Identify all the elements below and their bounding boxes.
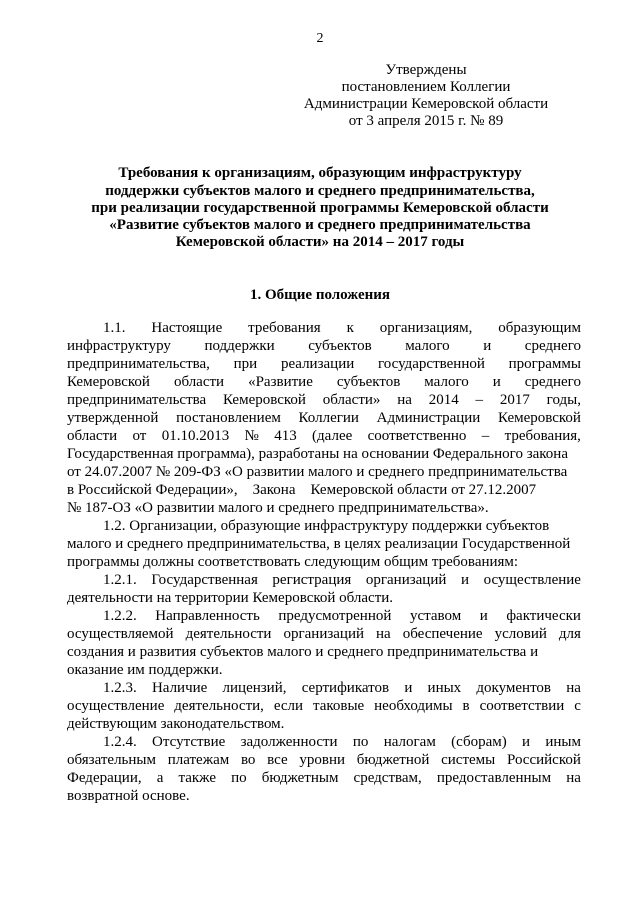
approval-line: от 3 апреля 2015 г. № 89	[348, 113, 504, 129]
title-line: Кемеровской области» на 2014 – 2017 годы	[175, 234, 465, 250]
body-word: 1.2.3.	[103, 680, 137, 696]
body-word: на	[376, 626, 391, 642]
section-title: 1. Общие положения	[249, 287, 391, 303]
body-word: также	[178, 770, 216, 786]
body-line	[103, 572, 581, 589]
body-word: во	[240, 752, 256, 768]
body-line: от 24.07.2007 № 209-ФЗ «О развитии малого и среднего предпринимательства	[67, 464, 568, 480]
body-word: организациям,	[379, 320, 473, 336]
body-line: 1.2. Организации, образующие инфраструктуру поддержки субъектов	[103, 518, 550, 534]
body-word: Настоящие	[151, 320, 223, 336]
body-word: таковые	[312, 698, 365, 714]
body-line	[103, 734, 581, 751]
body-word: если	[273, 698, 304, 714]
body-line	[67, 338, 581, 355]
body-line	[67, 698, 581, 715]
body-word: Кемеровской	[498, 410, 581, 426]
body-word: малого	[424, 374, 469, 390]
body-word: регистрация	[272, 572, 352, 588]
body-word: задолженности	[240, 734, 338, 750]
body-word: 01.10.2013	[161, 428, 230, 444]
body-word: лицензий,	[222, 680, 287, 696]
approval-line: Администрации Кемеровской области	[303, 96, 549, 112]
body-word: (далее	[312, 428, 353, 444]
body-line	[67, 392, 581, 409]
body-word: малого	[405, 338, 450, 354]
body-word: области	[67, 428, 118, 444]
body-word: иным	[545, 734, 581, 750]
body-word: деятельности	[185, 626, 272, 642]
approval-line: Утверждены	[385, 62, 467, 78]
body-word: Государственная	[151, 572, 258, 588]
body-word: сертификатов	[301, 680, 390, 696]
body-word: с	[574, 698, 581, 714]
title-line: при реализации государственной программы Кемеровской области	[91, 200, 549, 216]
body-word: среднего	[524, 338, 581, 354]
body-line: деятельности на территории Кемеровской области.	[67, 590, 394, 606]
body-word: области	[173, 374, 225, 390]
body-word: системы	[441, 752, 496, 768]
body-word: Направленность	[155, 608, 260, 624]
body-line	[67, 356, 581, 373]
body-word: субъектов	[308, 338, 372, 354]
body-word: иных	[427, 680, 462, 696]
body-line: малого и среднего предпринимательства, в целях реализации Государственной	[67, 536, 571, 552]
body-word: 2017	[499, 392, 530, 408]
body-line: в Российской Федерации», Закона Кемеровской области от 27.12.2007	[67, 482, 537, 498]
body-word: деятельности,	[174, 698, 264, 714]
body-word: платежам	[167, 752, 230, 768]
body-word: на	[566, 770, 581, 786]
body-line: возвратной основе.	[67, 788, 190, 804]
body-word: от	[132, 428, 147, 444]
body-line: Государственная программа), разработаны на основании Федерального закона	[67, 446, 568, 462]
body-word: постановлением	[176, 410, 281, 426]
body-line: № 187-ОЗ «О развитии малого и среднего предпринимательства».	[67, 500, 489, 516]
body-word: образующим	[498, 320, 581, 336]
body-word: области»	[322, 392, 381, 408]
body-word: Федерации,	[67, 770, 142, 786]
body-line	[103, 680, 581, 697]
body-word: «Развитие	[248, 374, 313, 390]
body-line	[103, 608, 581, 625]
body-word: утвержденной	[67, 410, 159, 426]
body-line	[67, 626, 581, 643]
body-word: условий	[494, 626, 547, 642]
body-word: годы,	[546, 392, 581, 408]
body-line: создания и развития субъектов малого и среднего предпринимательства и	[67, 644, 539, 660]
body-word: и	[404, 680, 413, 696]
body-word: субъектов	[336, 374, 401, 390]
body-word: соответствии	[479, 698, 565, 714]
body-word: уровни	[299, 752, 346, 768]
body-line: действующим законодательством.	[67, 716, 285, 732]
body-word: Администрации	[376, 410, 481, 426]
body-word: для	[558, 626, 581, 642]
body-word: средствам,	[353, 770, 422, 786]
title-line: «Развитие субъектов малого и среднего предпринимательства	[109, 217, 531, 233]
body-word: Наличие	[151, 680, 208, 696]
body-word: (сборам)	[451, 734, 507, 750]
approval-line: постановлением Коллегии	[341, 79, 511, 95]
body-word: предусмотренной	[278, 608, 392, 624]
body-line	[67, 410, 581, 427]
body-word: 413	[274, 428, 297, 444]
body-word: предпринимательства	[67, 392, 207, 408]
body-word: государственной	[377, 356, 485, 372]
body-word: Кемеровской	[223, 392, 306, 408]
body-line	[67, 428, 581, 445]
body-line	[67, 770, 581, 787]
body-word: требования,	[504, 428, 581, 444]
title-line: поддержки субъектов малого и среднего предпринимательства,	[105, 183, 535, 199]
body-word: и	[460, 572, 469, 588]
page-number: 2	[316, 31, 324, 46]
body-word: по	[352, 734, 369, 750]
body-word: и	[483, 338, 492, 354]
body-word: необходимы	[374, 698, 453, 714]
body-word: программы	[508, 356, 581, 372]
body-line: оказание им поддержки.	[67, 662, 223, 678]
body-word: осуществляемой	[67, 626, 174, 642]
body-word: 1.2.2.	[103, 608, 137, 624]
body-word: в	[462, 698, 470, 714]
body-word: предпринимательства,	[67, 356, 210, 372]
body-word: 1.1.	[103, 320, 126, 336]
body-word: –	[481, 428, 490, 444]
body-word: к	[346, 320, 354, 336]
body-word: поддержки	[204, 338, 275, 354]
body-word: фактически	[506, 608, 581, 624]
body-word: и	[492, 374, 501, 390]
body-word: на	[397, 392, 412, 408]
body-word: реализации	[280, 356, 355, 372]
body-word: Кемеровской	[67, 374, 150, 390]
body-line: программы должны соответствовать следующим общим требованиям:	[67, 554, 519, 570]
body-word: на	[566, 680, 581, 696]
body-word: среднего	[524, 374, 581, 390]
body-word: обязательным	[67, 752, 156, 768]
body-word: а	[156, 770, 164, 786]
body-word: Отсутствие	[152, 734, 226, 750]
body-word: организаций	[365, 572, 447, 588]
body-word: обеспечение	[402, 626, 483, 642]
body-word: по	[231, 770, 247, 786]
body-line	[67, 374, 581, 391]
body-word: 1.2.1.	[103, 572, 137, 588]
body-word: налогам	[383, 734, 436, 750]
body-word: инфраструктуру	[67, 338, 171, 354]
body-word: Коллегии	[298, 410, 359, 426]
body-word: №	[244, 428, 259, 444]
body-word: уставом	[409, 608, 462, 624]
body-word: требования	[248, 320, 321, 336]
body-line	[67, 752, 581, 769]
body-word: Российской	[506, 752, 581, 768]
body-word: документов	[476, 680, 552, 696]
body-word: осуществление	[67, 698, 165, 714]
body-word: –	[475, 392, 484, 408]
body-word: предоставленным	[436, 770, 552, 786]
title-line: Требования к организациям, образующим инфраструктуру	[118, 165, 522, 181]
body-word: 2014	[428, 392, 459, 408]
body-word: 1.2.4.	[103, 734, 137, 750]
body-word: бюджетным	[261, 770, 339, 786]
body-word: бюджетной	[356, 752, 430, 768]
body-word: соответственно	[367, 428, 467, 444]
body-word: при	[233, 356, 258, 372]
body-word: и	[522, 734, 531, 750]
body-word: организаций	[283, 626, 365, 642]
body-word: осуществление	[483, 572, 581, 588]
body-word: и	[479, 608, 488, 624]
body-line	[103, 320, 581, 337]
body-word: все	[267, 752, 288, 768]
